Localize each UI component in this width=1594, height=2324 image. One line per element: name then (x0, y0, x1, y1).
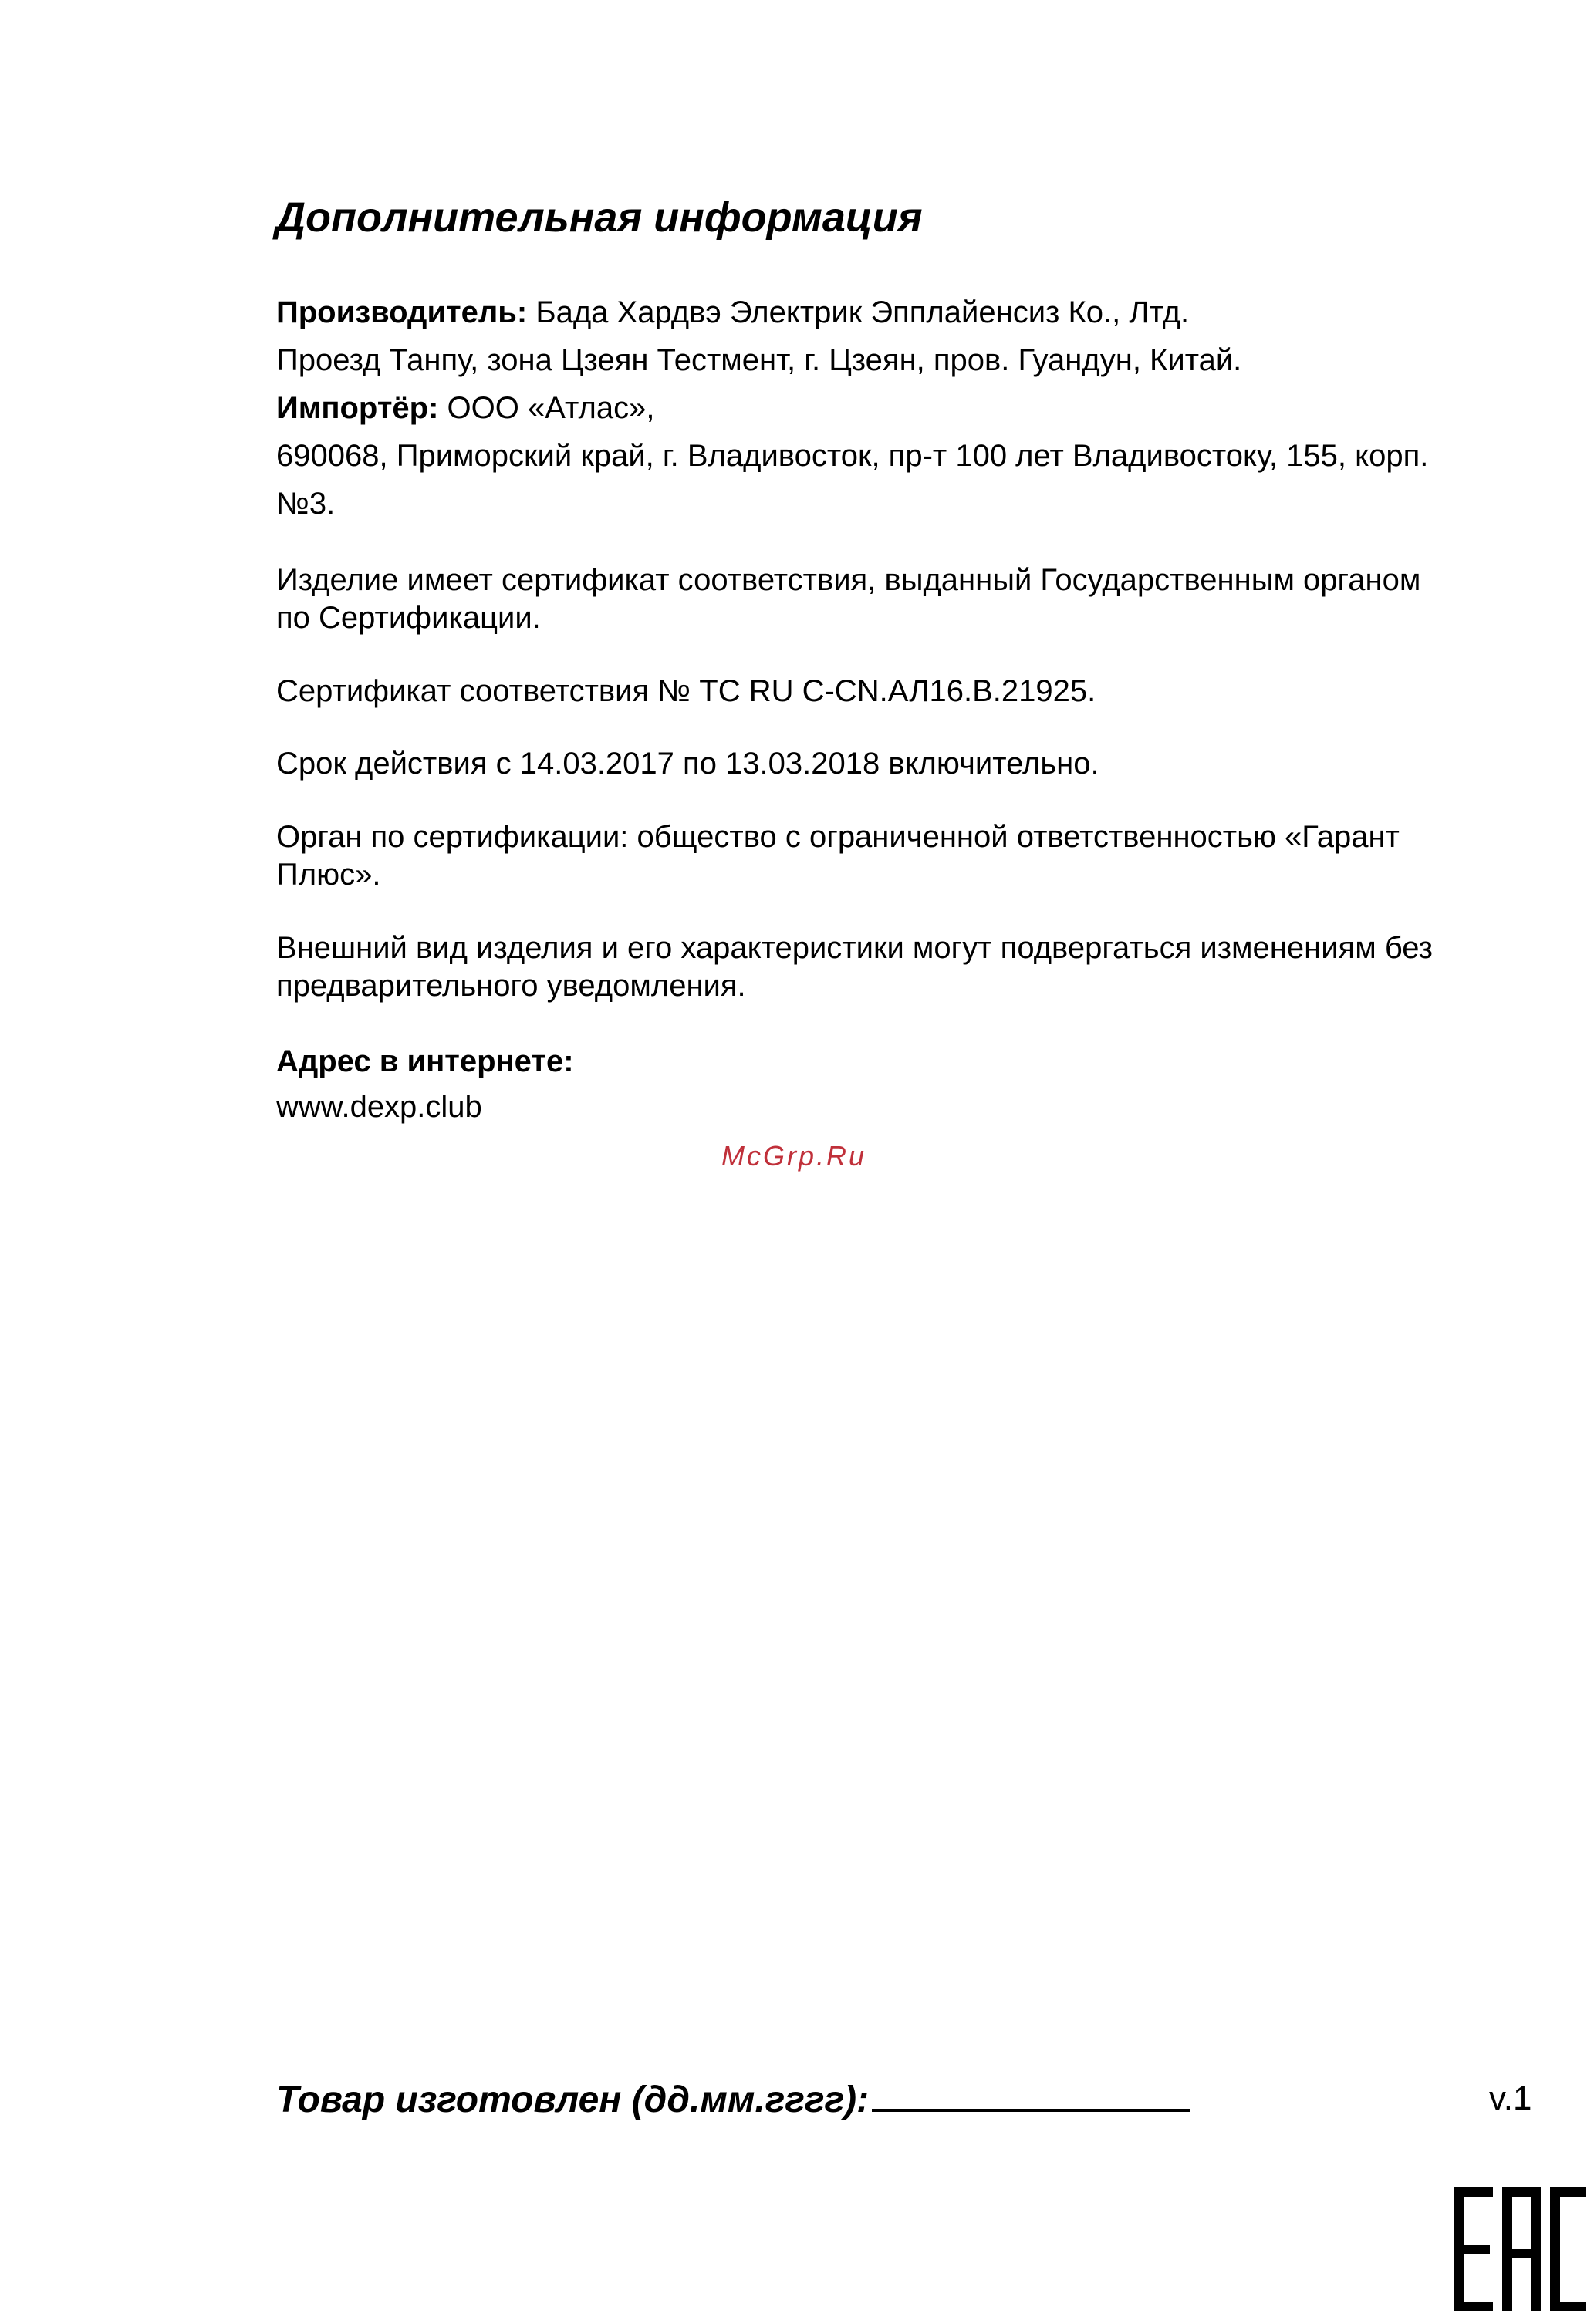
change-notice-line2: предварительного уведомления. (276, 968, 746, 1003)
certificate-statement-line1: Изделие имеет сертификат соответствия, выданный Государственным органом (276, 563, 1421, 597)
importer-line (276, 384, 1557, 432)
manufacturer-address: Проезд Танпу, зона Цзеян Тестмент, г. Цзеян, пров. Гуандун, Китай. (276, 343, 1242, 377)
importer-address-line1: 690068, Приморский край, г. Владивосток, пр-т 100 лет Владивостоку, 155, корп. (276, 439, 1429, 473)
certification-body-line2: Плюс». (276, 857, 381, 892)
manufacture-date-label: Товар изготовлен (дд.мм.гггг): (276, 2079, 870, 2120)
importer-label: Импортёр: (276, 391, 439, 425)
web-address-url[interactable]: www.dexp.club (276, 1090, 482, 1125)
page-title: Дополнительная информация (275, 194, 923, 241)
manufacturer-name: Бада Хардвэ Электрик Эпплайенсиз Ко., Лтд. (527, 295, 1190, 329)
change-notice-line1: Внешний вид изделия и его характеристики могут подвергаться изменениям без (276, 930, 1433, 965)
eac-logo-icon (1454, 2187, 1586, 2311)
certification-body-line1: Орган по сертификации: общество с ограниченной ответственностью «Гарант (276, 820, 1400, 855)
info-content (276, 288, 1557, 1126)
manufacture-date-blank (872, 2075, 1190, 2112)
certification-body (276, 818, 1557, 894)
certificate-statement-line2: по Сертификации. (276, 600, 541, 635)
certificate-statement (276, 562, 1557, 637)
certificate-validity: Срок действия с 14.03.2017 по 13.03.2018 включительно. (276, 747, 1099, 781)
web-address-label: Адрес в интернете: (276, 1044, 574, 1079)
manufacturer-line (276, 288, 1557, 336)
certificate-number: Сертификат соответствия № TC RU C-CN.АЛ16.В.21925. (276, 673, 1096, 708)
importer-name: ООО «Атлас», (438, 391, 655, 425)
importer-address-line2: №3. (276, 487, 336, 521)
version-label: v.1 (1489, 2079, 1532, 2117)
watermark: McGrp.Ru (721, 1140, 867, 1172)
manufacturer-label: Производитель: (276, 295, 528, 329)
manufacture-date-line (276, 2075, 1190, 2121)
change-notice (276, 929, 1557, 1005)
